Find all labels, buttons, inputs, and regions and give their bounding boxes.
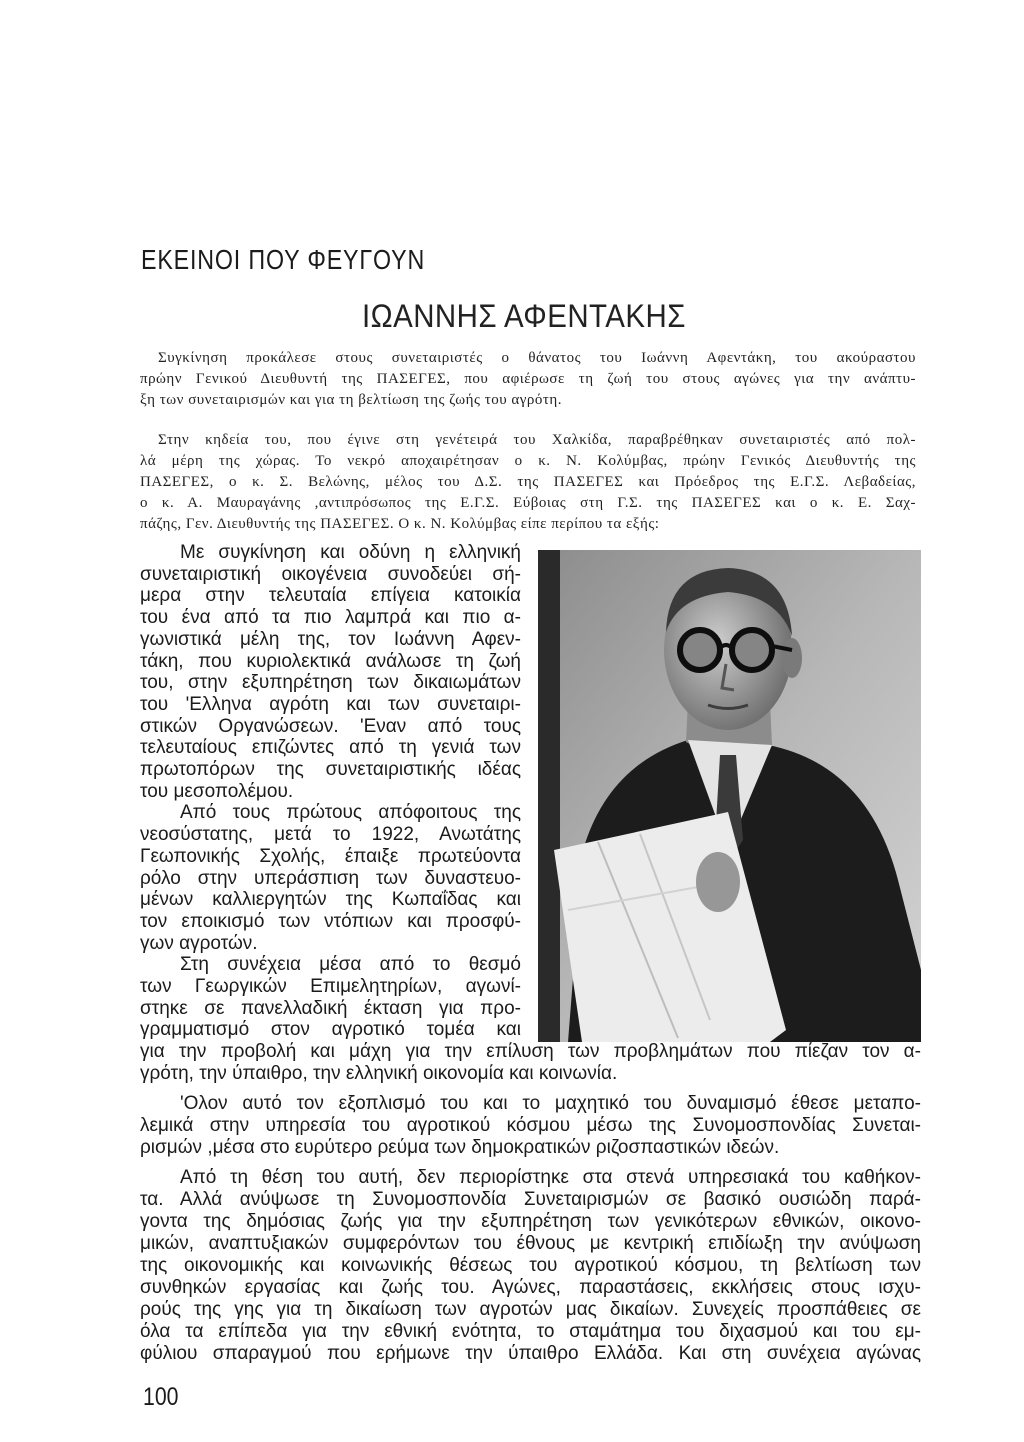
text-line: τελευταίους επιζώντες από τη γενιά των: [140, 737, 521, 759]
paragraph: [140, 1093, 921, 1159]
text-line: Από τη θέση του αυτή, δεν περιορίστηκε στα στενά υπηρεσιακά του καθήκον-: [180, 1167, 921, 1188]
paragraph: [140, 802, 521, 954]
text-line: στηκε σε πανελλαδική έκταση για προ-: [140, 997, 521, 1019]
text-line: γων αγροτών.: [140, 932, 258, 954]
text-line: Από τους πρώτους απόφοιτους της: [180, 802, 521, 824]
text-line: της οικονομικής και κοινωνικής θέσεως του αγροτικού κόσμου, τη βελτίωση των: [140, 1255, 921, 1276]
section-heading: ΕΚΕΙΝΟΙ ΠΟΥ ΦΕΥΓΟΥΝ: [141, 244, 426, 275]
article-title: ΙΩΑΝΝΗΣ ΑΦΕΝΤΑΚΗΣ: [362, 298, 686, 334]
paragraph-continuation: [140, 1041, 921, 1085]
text-line: του μεσοπολέμου.: [140, 780, 294, 802]
text-line: ρισμών ,μέσα στο ευρύτερο ρεύμα των δημοκρατικών ριζοσπαστικών ιδεών.: [140, 1137, 780, 1158]
portrait-photo: [538, 550, 921, 1042]
text-line: του ένα από τα πιο λαμπρά και πιο α-: [140, 607, 521, 629]
text-line: τάκη, που κυριολεκτικά ανάλωσε τη ζωή: [140, 650, 521, 672]
text-line: νεοσύστατης, μετά το 1922, Ανωτάτης: [140, 824, 521, 846]
page-number: 100: [143, 1383, 179, 1411]
text-line: 'Ολον αυτό τον εξοπλισμό του και το μαχητικό του δυναμισμό έθεσε μεταπο-: [180, 1093, 921, 1114]
portrait-illustration: [538, 550, 921, 1042]
left-text-column: [140, 542, 521, 1041]
text-line: φύλιου σπαραγμού που ερήμωνε την ύπαιθρο Ελλάδα. Και στη συνέχεια αγώνας: [140, 1343, 921, 1364]
text-line: ΠΑΣΕΓΕΣ, ο κ. Σ. Βελώνης, μέλος του Δ.Σ. της ΠΑΣΕΓΕΣ και Πρόεδρος της Ε.Γ.Σ. Λεβαδείας,: [140, 474, 916, 490]
text-line: ρόλο στην υπεράσπιση των δυναστευο-: [140, 867, 521, 889]
text-line: λεμικά στην υπηρεσία του αγροτικού κόσμου μέσω της Συνομοσπονδίας Συνεται-: [140, 1115, 921, 1136]
paragraph: [140, 1167, 921, 1365]
paragraph: [140, 542, 521, 802]
text-line: πρώην Γενικού Διευθυντή της ΠΑΣΕΓΕΣ, που αφιέρωσε τη ζωή του στους αγώνες για την ανάπτυ-: [140, 371, 916, 387]
text-line: για την προβολή και μάχη για την επίλυση των προβλημάτων που πίεζαν τον α-: [140, 1041, 921, 1062]
text-line: συνθηκών εργασίας και ζωής του. Αγώνες, παραστάσεις, εκκλήσεις στους ισχυ-: [140, 1277, 921, 1298]
full-width-text: [140, 1041, 921, 1365]
text-line: ο κ. Α. Μαυραγάνης ,αντιπρόσωπος της Ε.Γ.Σ. Εύβοιας στη Γ.Σ. της ΠΑΣΕΓΕΣ και ο κ. Ε. Σαχ-: [140, 495, 916, 511]
text-line: πάζης, Γεν. Διευθυντής της ΠΑΣΕΓΕΣ. Ο κ. Ν. Κολύμβας είπε περίπου τα εξής:: [140, 516, 660, 532]
text-line: στικών Οργανώσεων. 'Εναν από τους: [140, 715, 521, 737]
text-line: Γεωπονικής Σχολής, έπαιξε πρωτεύοντα: [140, 845, 521, 867]
text-line: των Γεωργικών Επιμελητηρίων, αγωνί-: [140, 976, 521, 998]
text-line: Στη συνέχεια μέσα από το θεσμό: [180, 954, 521, 976]
text-line: ρούς της γης για τη δικαίωση των αγροτών μας δικαίων. Συνεχείς προσπάθειες σε: [140, 1299, 921, 1320]
text-line: όλα τα επίπεδα για την εθνική ενότητα, το σταμάτημα του διχασμού και του εμ-: [140, 1321, 921, 1342]
text-line: μένων καλλιεργητών της Κωπαΐδας και: [140, 889, 521, 911]
text-line: τα. Αλλά ανύψωσε τη Συνομοσπονδία Συνεταιρισμών σε βασικό ουσιώδη παρά-: [140, 1189, 921, 1210]
intro-paragraph: [140, 348, 916, 411]
intro-paragraph: [140, 430, 916, 535]
text-line: πρωτοπόρων της συνεταιριστικής ιδέας: [140, 759, 521, 781]
text-line: λά μέρη της χώρας. Το νεκρό αποχαιρέτησαν ο κ. Ν. Κολύμβας, πρώην Γενικός Διευθυντής της: [140, 453, 916, 469]
text-line: Στην κηδεία του, που έγινε στη γενέτειρά του Χαλκίδα, παραβρέθηκαν συνεταιριστές από πολ-: [158, 432, 916, 448]
text-line: Με συγκίνηση και οδύνη η ελληνική: [180, 542, 521, 563]
text-line: του, στην εξυπηρέτηση των δικαιωμάτων: [140, 672, 521, 694]
text-line: γωνιστικά μέλη της, τον Ιωάννη Αφεν-: [140, 628, 521, 650]
text-line: συνεταιριστική οικογένεια συνοδεύει σή-: [140, 563, 521, 585]
text-line: του 'Ελληνα αγρότη και των συνεταιρι-: [140, 693, 521, 715]
text-line: μικών, αναπτυξιακών συμφερόντων του έθνους με κεντρική επιδίωξη την ανύψωση: [140, 1233, 921, 1254]
text-line: γρότη, την ύπαιθρο, την ελληνική οικονομία και κοινωνία.: [140, 1063, 618, 1084]
text-line: Συγκίνηση προκάλεσε στους συνεταιριστές ο θάνατος του Ιωάννη Αφεντάκη, του ακούραστου: [158, 350, 916, 366]
paragraph: [140, 954, 521, 1041]
text-line: τον εποικισμό των ντόπιων και προσφύ-: [140, 910, 521, 932]
text-line: γραμματισμό στον αγροτικό τομέα και: [140, 1019, 521, 1041]
text-line: γοντα της δημόσιας ζωής για την εξυπηρέτηση των γενικότερων εθνικών, οικονο-: [140, 1211, 921, 1232]
text-line: μερα στην τελευταία επίγεια κατοικία: [140, 585, 521, 607]
text-line: ξη των συνεταιρισμών και για τη βελτίωση της ζωής του αγρότη.: [140, 392, 563, 408]
